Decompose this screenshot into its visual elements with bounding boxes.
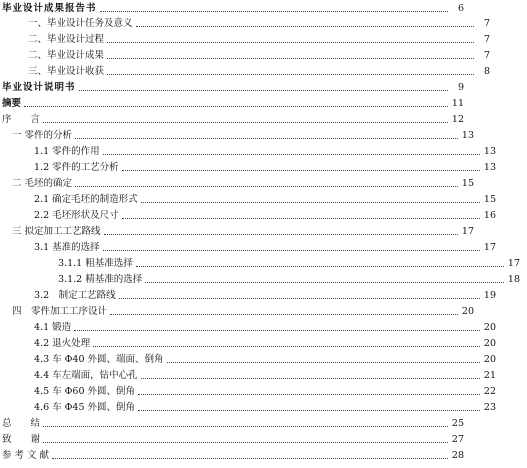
- toc-entry-page: 15: [461, 178, 474, 189]
- toc-entry-page: 9: [457, 82, 464, 93]
- toc-entry: [0, 333, 503, 349]
- toc-entry-page: 20: [483, 354, 496, 365]
- toc-entry-page: 18: [507, 274, 520, 285]
- toc-entry-title: 4.3 车 Φ40 外圆、端面、倒角: [34, 354, 164, 365]
- dot-leader: [103, 250, 480, 251]
- dot-leader: [122, 218, 480, 219]
- toc-entry: [0, 157, 503, 173]
- dot-leader: [110, 314, 458, 315]
- dot-leader: [43, 426, 448, 427]
- toc-entry-page: 20: [483, 322, 496, 333]
- dot-leader: [75, 138, 458, 139]
- toc-entry: [0, 285, 503, 301]
- toc-entry-page: 19: [483, 290, 496, 301]
- toc-entry-page: 13: [461, 130, 474, 141]
- toc-entry-page: 15: [483, 194, 496, 205]
- toc-entry: [0, 29, 497, 45]
- toc-entry-page: 12: [451, 114, 464, 125]
- toc-entry-title: 三、毕业设计收获: [28, 66, 105, 77]
- toc-entry-title: 毕业设计成果报告书: [2, 3, 97, 14]
- toc-entry-page: 7: [483, 50, 490, 61]
- toc-entry: [0, 413, 471, 429]
- toc-entry-title: 3.2 制定工艺路线: [34, 290, 116, 301]
- toc-entry-title: 4.4 车左端面，钻中心孔: [34, 370, 138, 381]
- toc-entry-title: 二、毕业设计过程: [28, 34, 105, 45]
- toc-entry-title: 摘要: [2, 98, 22, 109]
- toc-entry-page: 28: [451, 450, 464, 461]
- toc-entry: [0, 77, 471, 93]
- toc-entry-title: 一、毕业设计任务及意义: [28, 18, 133, 29]
- toc-entry: [0, 301, 481, 317]
- toc-entry: [0, 429, 471, 445]
- dot-leader: [93, 346, 480, 347]
- toc-entry: [0, 61, 497, 77]
- toc-entry-title: 4.6 车 Φ45 外圆、倒角: [34, 402, 136, 413]
- dot-leader: [138, 394, 480, 395]
- toc-entry-page: 17: [507, 258, 520, 269]
- toc-entry: [0, 445, 471, 461]
- toc-entry-title: 1.2 零件的工艺分析: [34, 162, 119, 173]
- dot-leader: [136, 26, 474, 27]
- toc-entry: [0, 349, 503, 365]
- toc-entry: [0, 173, 481, 189]
- toc-entry-title: 4.2 退火处理: [34, 338, 91, 349]
- toc-entry-title: 参 考 文 献: [2, 450, 50, 461]
- toc-entry-title: 序 言: [2, 114, 41, 125]
- dot-leader: [52, 458, 448, 459]
- dot-leader: [167, 362, 480, 363]
- toc-entry: [0, 317, 503, 333]
- toc-entry: [0, 365, 503, 381]
- dot-leader: [103, 154, 480, 155]
- toc-entry-page: 27: [451, 434, 464, 445]
- dot-leader: [79, 90, 448, 91]
- dot-leader: [136, 266, 504, 267]
- toc-entry-title: 1.1 零件的作用: [34, 146, 100, 157]
- toc-entry: [0, 205, 503, 221]
- toc-entry: [0, 125, 481, 141]
- toc-entry-title: 二、毕业设计成果: [28, 50, 105, 61]
- toc-entry-page: 16: [483, 210, 496, 221]
- toc-entry-title: 毕业设计说明书: [2, 82, 76, 93]
- toc-entry-page: 21: [483, 370, 496, 381]
- toc-entry: [0, 141, 503, 157]
- toc-entry: [0, 93, 471, 109]
- toc-entry: [0, 109, 471, 125]
- toc-entry-page: 8: [483, 66, 490, 77]
- toc-entry-page: 20: [461, 306, 474, 317]
- toc-entry: [0, 237, 503, 253]
- toc-entry-page: 7: [483, 18, 490, 29]
- toc-entry-page: 23: [483, 402, 496, 413]
- toc-entry-page: 6: [457, 3, 464, 14]
- toc-entry: [0, 0, 471, 14]
- toc-entry-title: 致 谢: [2, 434, 41, 445]
- toc-entry-title: 3.1.2 精基准的选择: [58, 274, 143, 285]
- toc-entry-title: 2.2 毛坯形状及尺寸: [34, 210, 119, 221]
- dot-leader: [75, 186, 458, 187]
- toc-entry-title: 一 零件的分析: [12, 130, 73, 141]
- toc-entry: [0, 13, 497, 29]
- dot-leader: [122, 170, 480, 171]
- dot-leader: [24, 106, 448, 107]
- toc-entry-title: 总 结: [2, 418, 41, 429]
- toc-entry-title: 4.1 锻造: [34, 322, 72, 333]
- dot-leader: [141, 378, 480, 379]
- dot-leader: [107, 74, 474, 75]
- toc-entry-page: 20: [483, 338, 496, 349]
- toc-entry-page: 25: [451, 418, 464, 429]
- dot-leader: [138, 410, 480, 411]
- dot-leader: [141, 202, 480, 203]
- dot-leader: [43, 442, 448, 443]
- toc-entry-title: 4.5 车 Φ60 外圆、倒角: [34, 386, 136, 397]
- toc-entry: [0, 221, 481, 237]
- toc-entry-title: 三 拟定加工工艺路线: [12, 226, 101, 237]
- dot-leader: [100, 11, 448, 12]
- toc-entry-page: 7: [483, 34, 490, 45]
- toc-entry: [0, 45, 497, 61]
- toc-entry-page: 11: [451, 98, 464, 109]
- toc-entry-title: 3.1.1 粗基准选择: [58, 258, 133, 269]
- dot-leader: [119, 298, 480, 299]
- dot-leader: [74, 330, 480, 331]
- toc-entry-title: 2.1 确定毛坯的制造形式: [34, 194, 138, 205]
- toc-entry: [0, 269, 527, 285]
- toc-entry-title: 四 零件加工工序设计: [12, 306, 108, 317]
- toc-entry-page: 13: [483, 146, 496, 157]
- toc-entry-title: 3.1 基准的选择: [34, 242, 100, 253]
- dot-leader: [104, 234, 458, 235]
- toc-entry: [0, 381, 503, 397]
- toc-entry: [0, 189, 503, 205]
- dot-leader: [43, 122, 448, 123]
- toc-entry-page: 13: [483, 162, 496, 173]
- toc-entry: [0, 397, 503, 413]
- toc-entry-title: 二 毛坯的确定: [12, 178, 73, 189]
- toc-entry-page: 17: [461, 226, 474, 237]
- toc-entry-page: 22: [483, 386, 496, 397]
- toc-entry: [0, 253, 527, 269]
- toc-entry-page: 17: [483, 242, 496, 253]
- dot-leader: [107, 58, 474, 59]
- dot-leader: [107, 42, 474, 43]
- dot-leader: [145, 282, 504, 283]
